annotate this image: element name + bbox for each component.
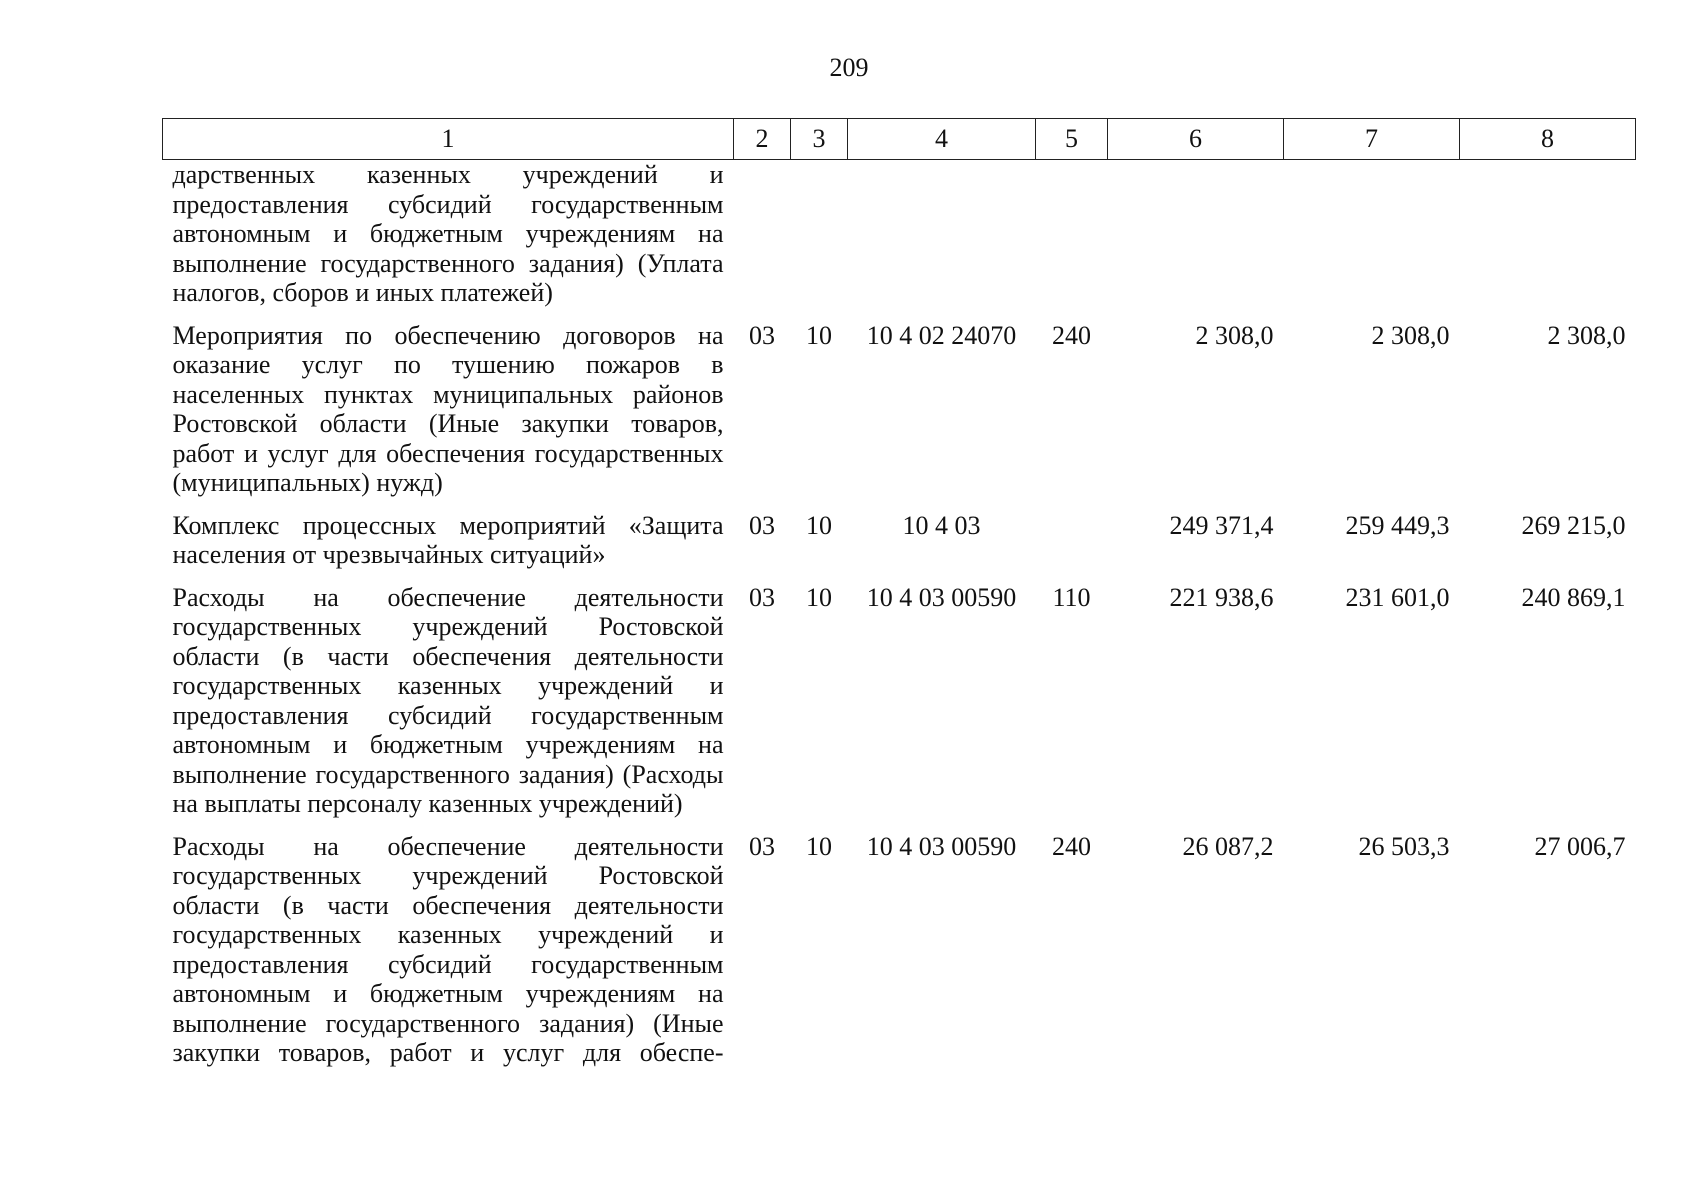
header-col-7: 7 xyxy=(1284,119,1460,160)
row-description: Расходы на обеспечение деятельности государственных учреждений Ростовской области (в части обеспечения деятельности государственных казенных учреждений и предоставления субсидий государственным автономным и бюджетным учреждениям на выполнение государственного задания) (Иные закупки товаров, работ и услуг для обеспе- xyxy=(172,831,724,1067)
row-section-code: 03 xyxy=(749,510,775,540)
row-amount-col-6 xyxy=(1108,160,1284,321)
header-col-5: 5 xyxy=(1036,119,1108,160)
row-target-article-code: 10 4 03 xyxy=(902,510,981,540)
header-col-2: 2 xyxy=(734,119,791,160)
row-subsection-code: 10 xyxy=(806,510,832,540)
row-amount-col-7: 259 449,3 xyxy=(1345,510,1450,540)
header-row xyxy=(163,119,1636,160)
row-expense-type-code xyxy=(1036,511,1108,583)
row-amount-col-6: 249 371,4 xyxy=(1169,510,1274,540)
row-amount-col-7: 2 308,0 xyxy=(1371,320,1450,350)
row-description: Мероприятия по обеспечению договоров на оказание услуг по тушению пожаров в населенных пунктах муниципальных районов Ростовской области (Иные закупки товаров, работ и услуг для обеспечения государственных (муниципальных) нужд) xyxy=(172,320,724,497)
row-subsection-code: 10 xyxy=(806,320,832,350)
page-number: 209 xyxy=(829,53,869,82)
header-col-4: 4 xyxy=(848,119,1036,160)
row-amount-col-7 xyxy=(1284,160,1460,321)
row-expense-type-code xyxy=(1036,160,1108,321)
row-section-code: 03 xyxy=(749,831,775,861)
row-amount-col-8 xyxy=(1460,160,1636,321)
table-row xyxy=(163,160,1636,321)
row-subsection-code: 10 xyxy=(806,582,832,612)
header-col-3: 3 xyxy=(791,119,848,160)
row-target-article-code: 10 4 03 00590 xyxy=(866,582,1017,612)
header-col-1: 1 xyxy=(163,119,734,160)
budget-table xyxy=(162,118,1636,1081)
row-description: дарственных казенных учреждений и предоставления субсидий государственным автономным и бюджетным учреждениям на выполнение государственного задания) (Уплата налогов, сборов и иных платежей) xyxy=(172,160,724,307)
row-section-code: 03 xyxy=(749,582,775,612)
row-amount-col-6: 26 087,2 xyxy=(1182,831,1274,861)
row-amount-col-7: 26 503,3 xyxy=(1358,831,1450,861)
row-section-code xyxy=(734,160,791,321)
row-expense-type-code: 240 xyxy=(1052,320,1091,350)
row-expense-type-code: 240 xyxy=(1052,831,1091,861)
table-row xyxy=(163,832,1636,1081)
row-expense-type-code: 110 xyxy=(1052,582,1091,612)
row-amount-col-6: 2 308,0 xyxy=(1195,320,1274,350)
row-target-article-code xyxy=(848,160,1036,321)
table-row xyxy=(163,583,1636,832)
row-description: Расходы на обеспечение деятельности государственных учреждений Ростовской области (в части обеспечения деятельности государственных казенных учреждений и предоставления субсидий государственным автономным и бюджетным учреждениям на выполнение государственного задания) (Расходы на выплаты персоналу казенных учреждений) xyxy=(172,582,724,818)
header-col-6: 6 xyxy=(1108,119,1284,160)
row-target-article-code: 10 4 03 00590 xyxy=(866,831,1017,861)
row-amount-col-7: 231 601,0 xyxy=(1345,582,1450,612)
row-amount-col-8: 2 308,0 xyxy=(1547,320,1626,350)
table-row xyxy=(163,511,1636,583)
table-row xyxy=(163,321,1636,511)
row-amount-col-8: 269 215,0 xyxy=(1521,510,1626,540)
row-section-code: 03 xyxy=(749,320,775,350)
header-col-8: 8 xyxy=(1460,119,1636,160)
row-amount-col-8: 27 006,7 xyxy=(1534,831,1626,861)
row-amount-col-8: 240 869,1 xyxy=(1521,582,1626,612)
row-target-article-code: 10 4 02 24070 xyxy=(866,320,1017,350)
row-subsection-code: 10 xyxy=(806,831,832,861)
row-subsection-code xyxy=(791,160,848,321)
row-amount-col-6: 221 938,6 xyxy=(1169,582,1274,612)
row-description: Комплекс процессных мероприятий «Защита населения от чрезвычайных ситуаций» xyxy=(172,510,724,569)
